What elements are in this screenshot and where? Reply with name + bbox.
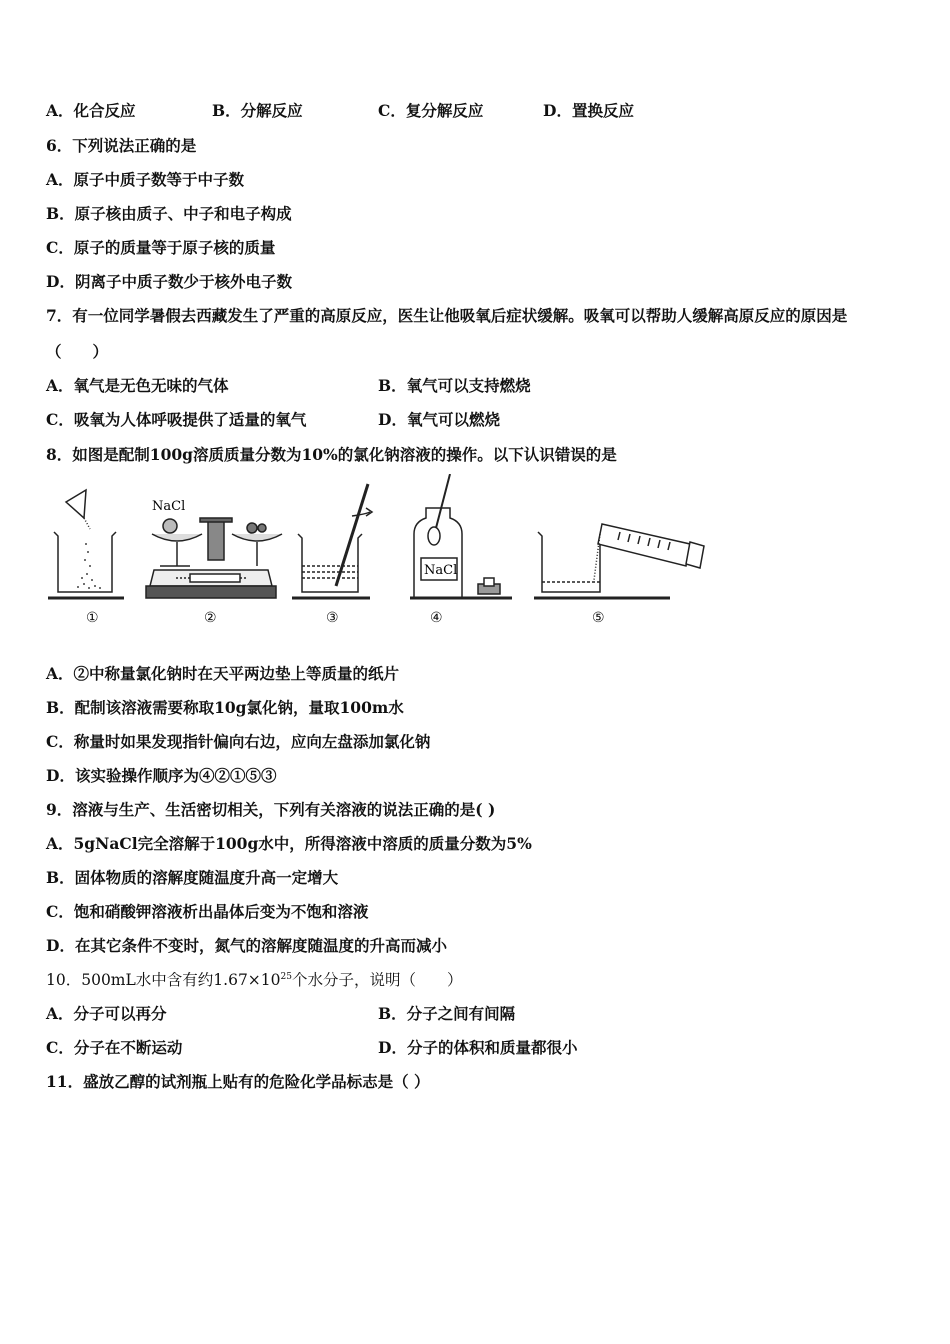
step-label-2: ② — [204, 610, 217, 626]
step-label-5: ⑤ — [592, 610, 605, 626]
step-label-4: ④ — [430, 610, 443, 626]
q8-option-d: D．该实验操作顺序为④②①⑤③ — [46, 766, 277, 785]
q6-option-d: D．阴离子中质子数少于核外电子数 — [46, 272, 292, 291]
step-label-3: ③ — [326, 610, 339, 626]
q8-figure — [40, 474, 720, 634]
q10-stem — [46, 970, 463, 990]
q8-apparatus-diagram — [40, 474, 720, 634]
q5-option-a: A．化合反应 — [46, 101, 136, 120]
q5-option-b: B．分解反应 — [212, 101, 303, 120]
q6-option-c: C．原子的质量等于原子核的质量 — [46, 238, 276, 257]
q9-option-a: A．5gNaCl完全溶解于100g水中，所得溶液中溶质的质量分数为5% — [46, 834, 532, 853]
q10-stem-pre: 10．500mL水中含有约1.67×10 — [46, 971, 281, 989]
q8-option-c: C．称量时如果发现指针偏向右边，应向左盘添加氯化钠 — [46, 732, 431, 751]
q7-option-b: B．氧气可以支持燃烧 — [378, 376, 531, 395]
q10-option-b: B．分子之间有间隔 — [378, 1004, 516, 1023]
balance-nacl-label: NaCl — [152, 499, 186, 514]
q7-option-d: D．氧气可以燃烧 — [378, 410, 500, 429]
q9-option-b: B．固体物质的溶解度随温度升高一定增大 — [46, 868, 339, 887]
q8-stem: 8．如图是配制100g溶质质量分数为10%的氯化钠溶液的操作。以下认识错误的是 — [46, 445, 617, 464]
q5-option-d: D．置换反应 — [543, 101, 634, 120]
q5-option-c: C．复分解反应 — [378, 101, 484, 120]
q7-stem-blank: （ ） — [46, 342, 109, 361]
step2-weighing-balance — [146, 518, 282, 598]
q7-stem: 7．有一位同学暑假去西藏发生了严重的高原反应，医生让他吸氧后症状缓解。吸氧可以帮助人缓解高原反应的原因是 — [46, 306, 848, 325]
step4-reagent-bottle-illustration — [410, 474, 512, 598]
q8-option-a: A．②中称量氯化钠时在天平两边垫上等质量的纸片 — [46, 664, 400, 683]
q10-stem-exponent: 25 — [280, 971, 292, 982]
q10-option-d: D．分子的体积和质量都很小 — [378, 1038, 578, 1057]
q6-stem: 6．下列说法正确的是 — [46, 136, 197, 155]
q6-option-b: B．原子核由质子、中子和电子构成 — [46, 204, 292, 223]
step5-pouring-illustration — [534, 524, 704, 598]
q10-stem-post: 个水分子，说明（ ） — [291, 971, 463, 989]
q10-option-c: C．分子在不断运动 — [46, 1038, 183, 1057]
bottle-nacl-label: NaCl — [424, 563, 458, 578]
q10-option-a: A．分子可以再分 — [46, 1004, 167, 1023]
q9-option-d: D．在其它条件不变时，氮气的溶解度随温度的升高而减小 — [46, 936, 447, 955]
q8-option-b: B．配制该溶液需要称取10g氯化钠，量取100m水 — [46, 698, 404, 717]
q9-stem: 9．溶液与生产、生活密切相关，下列有关溶液的说法正确的是( ) — [46, 800, 496, 819]
step3-stirring-illustration — [292, 484, 372, 598]
q11-stem: 11．盛放乙醇的试剂瓶上贴有的危险化学品标志是（ ） — [46, 1072, 430, 1091]
q9-option-c: C．饱和硝酸钾溶液析出晶体后变为不饱和溶液 — [46, 902, 369, 921]
step1-dissolving-illustration — [48, 490, 124, 598]
q7-option-c: C．吸氧为人体呼吸提供了适量的氧气 — [46, 410, 307, 429]
q7-option-a: A．氧气是无色无味的气体 — [46, 376, 229, 395]
step-label-1: ① — [86, 610, 99, 626]
q6-option-a: A．原子中质子数等于中子数 — [46, 170, 245, 189]
